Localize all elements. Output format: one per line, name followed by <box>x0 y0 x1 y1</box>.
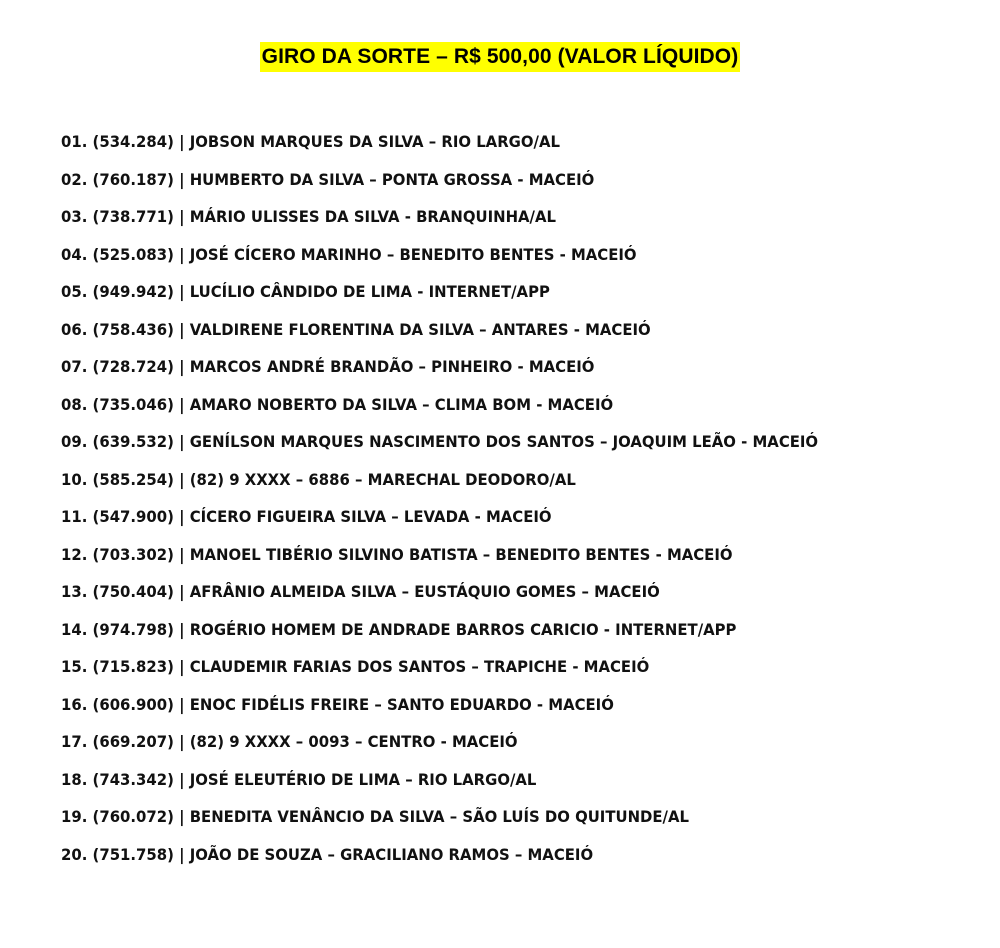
winner-entry: 18. (743.342) | JOSÉ ELEUTÉRIO DE LIMA – RIO LARGO/AL <box>61 769 537 789</box>
winner-entry: 01. (534.284) | JOBSON MARQUES DA SILVA – RIO LARGO/AL <box>61 132 560 151</box>
winner-entry: 11. (547.900) | CÍCERO FIGUEIRA SILVA – LEVADA - MACEIÓ <box>61 507 552 526</box>
winner-entry: 19. (760.072) | BENEDITA VENÂNCIO DA SILVA – SÃO LUÍS DO QUITUNDE/AL <box>61 807 689 826</box>
winner-entry: 08. (735.046) | AMARO NOBERTO DA SILVA – CLIMA BOM - MACEIÓ <box>61 394 614 414</box>
winner-entry: 06. (758.436) | VALDIRENE FLORENTINA DA SILVA – ANTARES - MACEIÓ <box>61 319 651 339</box>
winner-entry: 12. (703.302) | MANOEL TIBÉRIO SILVINO BATISTA – BENEDITO BENTES - MACEIÓ <box>61 544 733 564</box>
winner-entry: 03. (738.771) | MÁRIO ULISSES DA SILVA - BRANQUINHA/AL <box>61 207 556 226</box>
winner-entry: 09. (639.532) | GENÍLSON MARQUES NASCIMENTO DOS SANTOS – JOAQUIM LEÃO - MACEIÓ <box>61 432 819 451</box>
winner-entry: 02. (760.187) | HUMBERTO DA SILVA – PONTA GROSSA - MACEIÓ <box>61 169 595 189</box>
winner-entry: 20. (751.758) | JOÃO DE SOUZA – GRACILIANO RAMOS – MACEIÓ <box>61 844 594 864</box>
page-title: GIRO DA SORTE – R$ 500,00 (VALOR LÍQUIDO) <box>260 42 741 72</box>
winner-entry: 13. (750.404) | AFRÂNIO ALMEIDA SILVA – EUSTÁQUIO GOMES – MACEIÓ <box>61 582 660 601</box>
title-container <box>0 42 1000 72</box>
winner-entry: 04. (525.083) | JOSÉ CÍCERO MARINHO – BENEDITO BENTES - MACEIÓ <box>61 244 637 264</box>
winners-list <box>61 128 875 878</box>
winner-entry: 16. (606.900) | ENOC FIDÉLIS FREIRE – SANTO EDUARDO - MACEIÓ <box>61 694 614 714</box>
winner-entry: 17. (669.207) | (82) 9 XXXX – 0093 – CENTRO - MACEIÓ <box>61 732 518 751</box>
winner-entry: 15. (715.823) | CLAUDEMIR FARIAS DOS SANTOS – TRAPICHE - MACEIÓ <box>61 657 650 676</box>
winner-entry: 07. (728.724) | MARCOS ANDRÉ BRANDÃO – PINHEIRO - MACEIÓ <box>61 357 595 376</box>
winner-entry: 10. (585.254) | (82) 9 XXXX – 6886 – MARECHAL DEODORO/AL <box>61 469 576 489</box>
winner-entry: 14. (974.798) | ROGÉRIO HOMEM DE ANDRADE BARROS CARICIO - INTERNET/APP <box>61 619 737 639</box>
winner-entry: 05. (949.942) | LUCÍLIO CÂNDIDO DE LIMA - INTERNET/APP <box>61 282 550 301</box>
